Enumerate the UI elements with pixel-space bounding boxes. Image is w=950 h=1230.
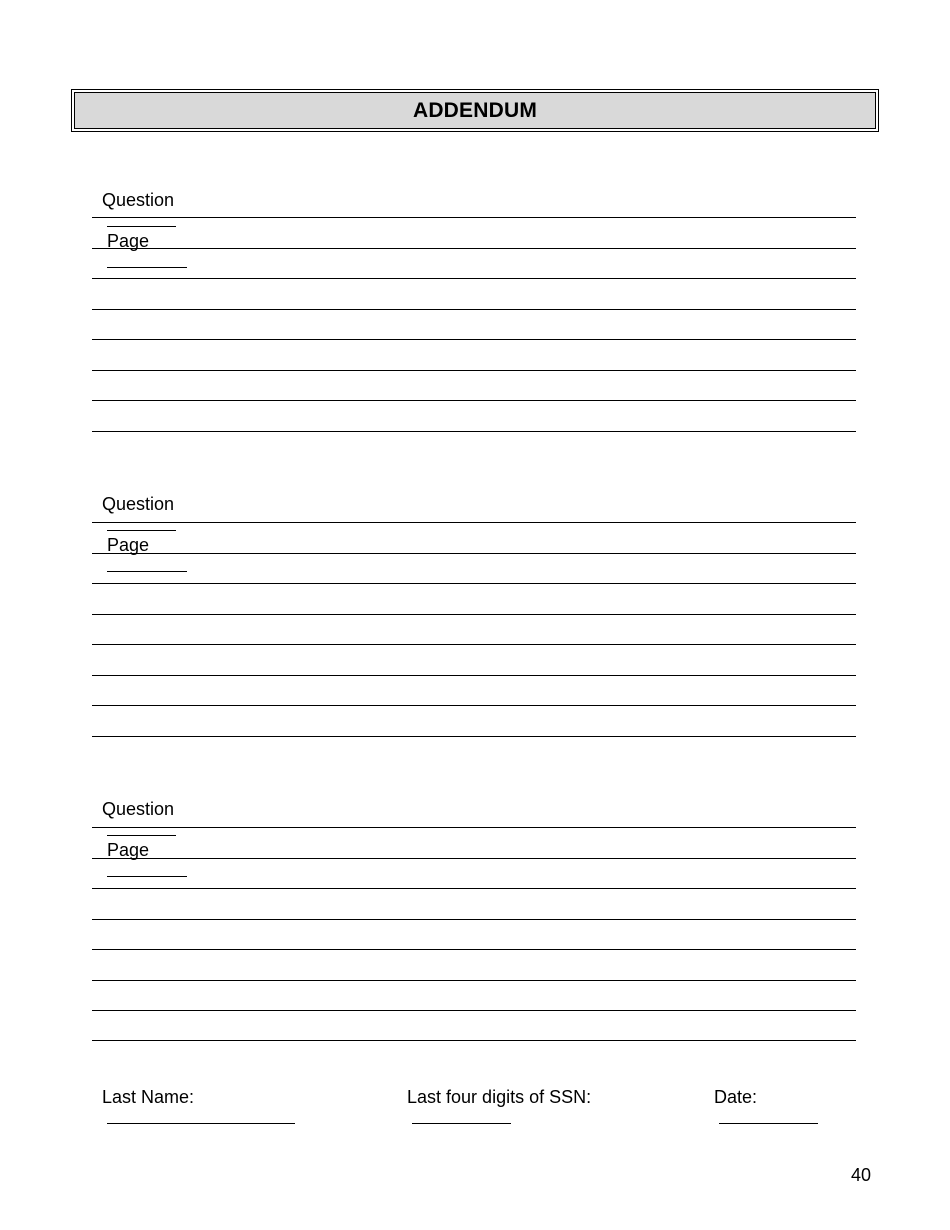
answer-line[interactable] [92,827,856,828]
date-row [704,1067,818,1128]
question-label: Question [102,494,175,514]
page-title: ADDENDUM [412,98,538,122]
date-field[interactable] [719,1107,818,1124]
answer-line[interactable] [92,583,856,584]
answer-line[interactable] [92,1040,856,1041]
page-label: Page [107,231,150,251]
ssn-label: Last four digits of SSN: [407,1087,592,1107]
answer-line[interactable] [92,522,856,523]
answer-line[interactable] [92,858,856,859]
page-number-field[interactable] [107,860,187,877]
answer-line[interactable] [92,339,856,340]
answer-line[interactable] [92,400,856,401]
ssn-row [397,1067,591,1128]
answer-line[interactable] [92,919,856,920]
date-label: Date: [714,1087,758,1107]
last-name-field[interactable] [107,1107,295,1124]
ssn-field[interactable] [412,1107,511,1124]
answer-line[interactable] [92,644,856,645]
answer-line[interactable] [92,431,856,432]
answer-line[interactable] [92,553,856,554]
answer-line[interactable] [92,980,856,981]
last-name-label: Last Name: [102,1087,195,1107]
answer-line[interactable] [92,217,856,218]
answer-line[interactable] [92,614,856,615]
addendum-header [71,89,879,132]
addendum-header-inner [74,92,876,129]
answer-line[interactable] [92,705,856,706]
answer-line[interactable] [92,309,856,310]
answer-line[interactable] [92,1010,856,1011]
section-2-question-row [92,474,187,576]
answer-line[interactable] [92,888,856,889]
answer-line[interactable] [92,736,856,737]
answer-line[interactable] [92,949,856,950]
page-number-field[interactable] [107,555,187,572]
answer-line[interactable] [92,278,856,279]
question-number-field[interactable] [107,210,176,227]
page-number-field[interactable] [107,251,187,268]
page-label: Page [107,535,150,555]
answer-line[interactable] [92,248,856,249]
answer-line[interactable] [92,370,856,371]
answer-line[interactable] [92,675,856,676]
page-number: 40 [851,1165,872,1185]
section-3-question-row [92,779,187,881]
last-name-row [92,1067,295,1128]
question-label: Question [102,190,175,210]
page-label: Page [107,840,150,860]
question-label: Question [102,799,175,819]
section-1-question-row [92,170,187,272]
